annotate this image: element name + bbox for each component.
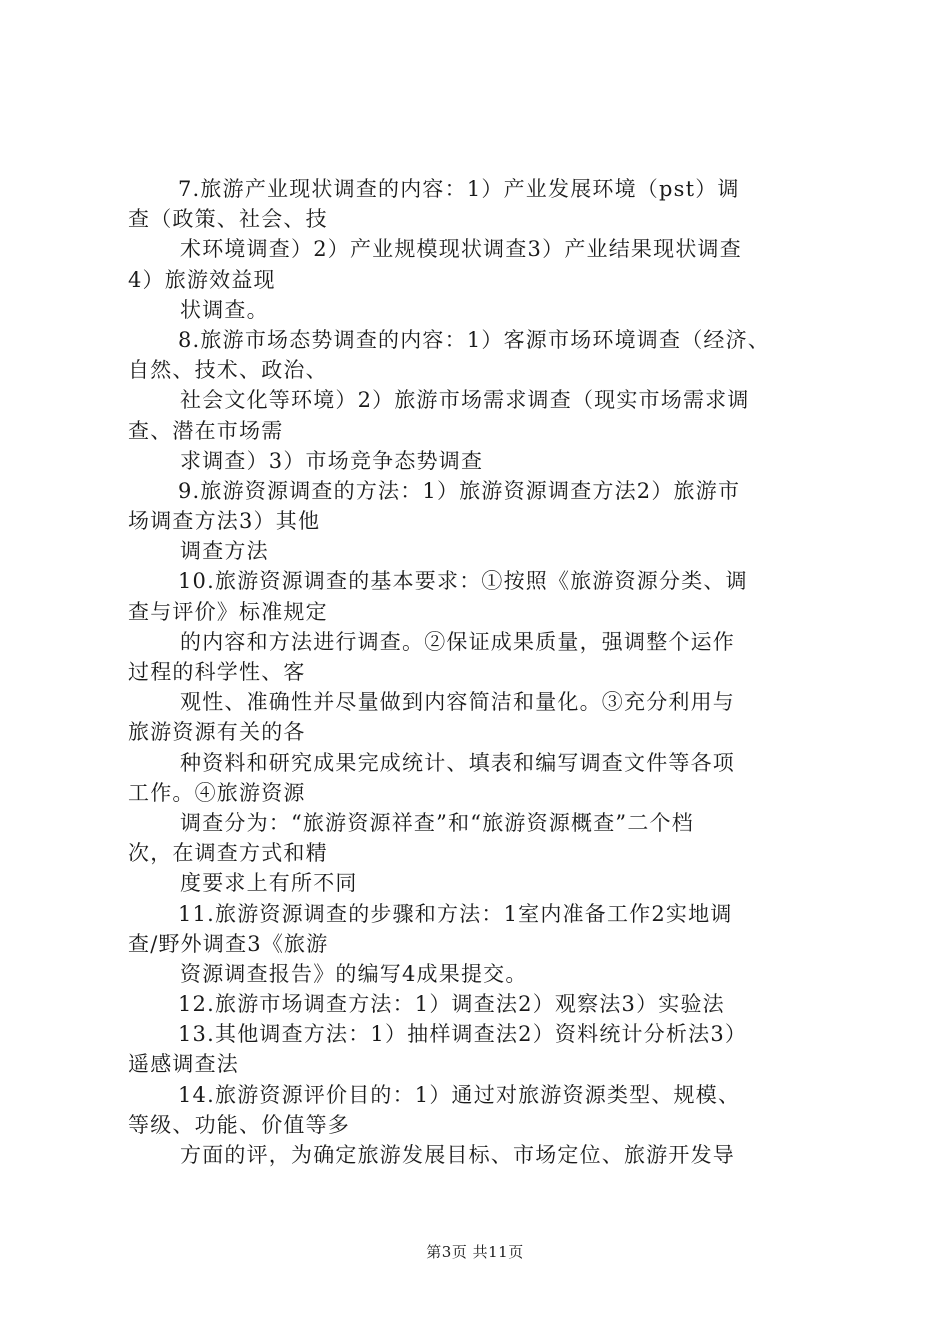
text-line: 调查方法 xyxy=(180,539,269,564)
text-line: 等级、功能、价值等多 xyxy=(128,1112,350,1137)
text-line: 查/野外调查3《旅游 xyxy=(128,931,329,956)
text-line: 7.旅游产业现状调查的内容：1）产业发展环境（pst）调 xyxy=(178,177,740,201)
page-footer: 第3页 共11页 xyxy=(426,1243,524,1261)
text-line: 的内容和方法进行调查。②保证成果质量，强调整个运作 xyxy=(180,629,735,654)
text-line: 术环境调查）2）产业规模现状调查3）产业结果现状调查 xyxy=(180,237,742,262)
text-line: 种资料和研究成果完成统计、填表和编写调查文件等各项 xyxy=(180,750,735,775)
text-line: 自然、技术、政治、 xyxy=(128,358,328,383)
text-line: 查与评价》标准规定 xyxy=(128,599,328,624)
text-line: 求调查）3）市场竞争态势调查 xyxy=(180,448,484,473)
text-line: 12.旅游市场调查方法：1）调查法2）观察法3）实验法 xyxy=(178,992,725,1017)
text-line: 状调查。 xyxy=(180,297,269,322)
text-line: 查、潜在市场需 xyxy=(128,418,284,443)
text-line: 过程的科学性、客 xyxy=(128,660,306,684)
text-line: 4）旅游效益现 xyxy=(128,267,276,292)
text-line: 次，在调查方式和精 xyxy=(128,841,328,866)
text-line: 10.旅游资源调查的基本要求：①按照《旅游资源分类、调 xyxy=(178,569,748,594)
text-line: 8.旅游市场态势调查的内容：1）客源市场环境调查（经济、 xyxy=(178,327,770,352)
text-line: 度要求上有所不同 xyxy=(180,871,358,896)
text-line: 工作。④旅游资源 xyxy=(128,780,306,805)
document-body xyxy=(128,174,850,1170)
text-line: 方面的评，为确定旅游发展目标、市场定位、旅游开发导 xyxy=(180,1143,735,1167)
text-line: 11.旅游资源调查的步骤和方法：1室内准备工作2实地调 xyxy=(178,901,733,926)
text-line: 调查分为：“旅游资源祥查”和“旅游资源概查”二个档 xyxy=(180,810,694,835)
text-line: 13.其他调查方法：1）抽样调查法2）资料统计分析法3） xyxy=(178,1022,748,1047)
text-line: 查（政策、社会、技 xyxy=(128,207,328,232)
text-line: 9.旅游资源调查的方法：1）旅游资源调查方法2）旅游市 xyxy=(178,478,741,503)
text-line: 旅游资源有关的各 xyxy=(128,720,306,745)
text-line: 遥感调查法 xyxy=(128,1052,239,1077)
text-line: 观性、准确性并尽量做到内容简洁和量化。③充分利用与 xyxy=(180,690,735,715)
text-line: 资源调查报告》的编写4成果提交。 xyxy=(180,961,528,986)
text-line: 场调查方法3）其他 xyxy=(128,509,321,534)
text-line: 14.旅游资源评价目的：1）通过对旅游资源类型、规模、 xyxy=(178,1082,741,1107)
text-line: 社会文化等环境）2）旅游市场需求调查（现实市场需求调 xyxy=(180,388,750,413)
